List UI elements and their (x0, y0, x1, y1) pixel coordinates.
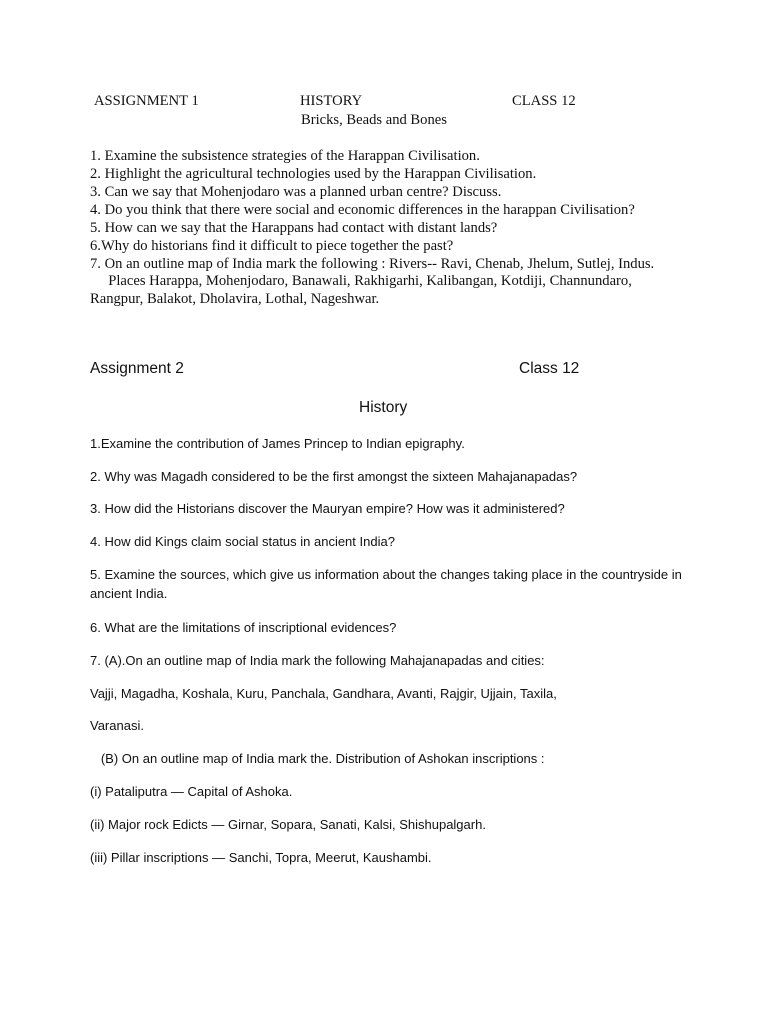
assignment-1-label: ASSIGNMENT 1 (94, 93, 199, 109)
question-7-places: Places Harappa, Mohenjodaro, Banawali, Rakhigarhi, Kalibangan, Kotdiji, Channundaro, (90, 273, 632, 289)
a2-item-ii: (ii) Major rock Edicts — Girnar, Sopara, Sanati, Kalsi, Shishupalgarh. (90, 817, 486, 832)
a2-question-3: 3. How did the Historians discover the Mauryan empire? How was it administered? (90, 501, 565, 516)
assignment-2-label: Assignment 2 (90, 360, 184, 377)
a2-question-7a: 7. (A).On an outline map of India mark the following Mahajanapadas and cities: (90, 653, 545, 668)
class-label-2: Class 12 (519, 360, 580, 377)
question-2: 2. Highlight the agricultural technologies used by the Harappan Civilisation. (90, 166, 537, 182)
a2-question-1: 1.Examine the contribution of James Princep to Indian epigraphy. (90, 436, 465, 451)
a2-question-7b: (B) On an outline map of India mark the. Distribution of Ashokan inscriptions : (90, 751, 545, 766)
a2-question-2: 2. Why was Magadh considered to be the first amongst the sixteen Mahajanapadas? (90, 469, 578, 484)
chapter-title: Bricks, Beads and Bones (301, 112, 447, 128)
question-1: 1. Examine the subsistence strategies of the Harappan Civilisation. (90, 148, 480, 164)
question-3: 3. Can we say that Mohenjodaro was a planned urban centre? Discuss. (90, 184, 502, 200)
question-7: 7. On an outline map of India mark the following : Rivers-- Ravi, Chenab, Jhelum, Sutlej, Indus. (90, 256, 655, 272)
question-5: 5. How can we say that the Harappans had contact with distant lands? (90, 220, 498, 236)
a2-question-7a-list: Vajji, Magadha, Koshala, Kuru, Panchala, Gandhara, Avanti, Rajgir, Ujjain, Taxila, (90, 686, 557, 701)
question-7-places-cont: Rangpur, Balakot, Dholavira, Lothal, Nageshwar. (90, 291, 380, 307)
class-label: CLASS 12 (512, 93, 576, 109)
subject-heading: History (359, 399, 408, 416)
a2-item-i: (i) Pataliputra — Capital of Ashoka. (90, 784, 293, 799)
question-4: 4. Do you think that there were social and economic differences in the harappan Civilisation? (90, 202, 635, 218)
a2-item-iii: (iii) Pillar inscriptions — Sanchi, Topra, Meerut, Kaushambi. (90, 850, 432, 865)
a2-question-4: 4. How did Kings claim social status in ancient India? (90, 534, 395, 549)
a2-question-5-cont: ancient India. (90, 586, 168, 601)
subject-label: HISTORY (300, 93, 363, 109)
a2-question-7a-list-cont: Varanasi. (90, 718, 144, 733)
question-6: 6.Why do historians find it difficult to piece together the past? (90, 238, 454, 254)
a2-question-6: 6. What are the limitations of inscriptional evidences? (90, 620, 397, 635)
a2-question-5: 5. Examine the sources, which give us information about the changes taking place in the countryside in (90, 567, 682, 582)
